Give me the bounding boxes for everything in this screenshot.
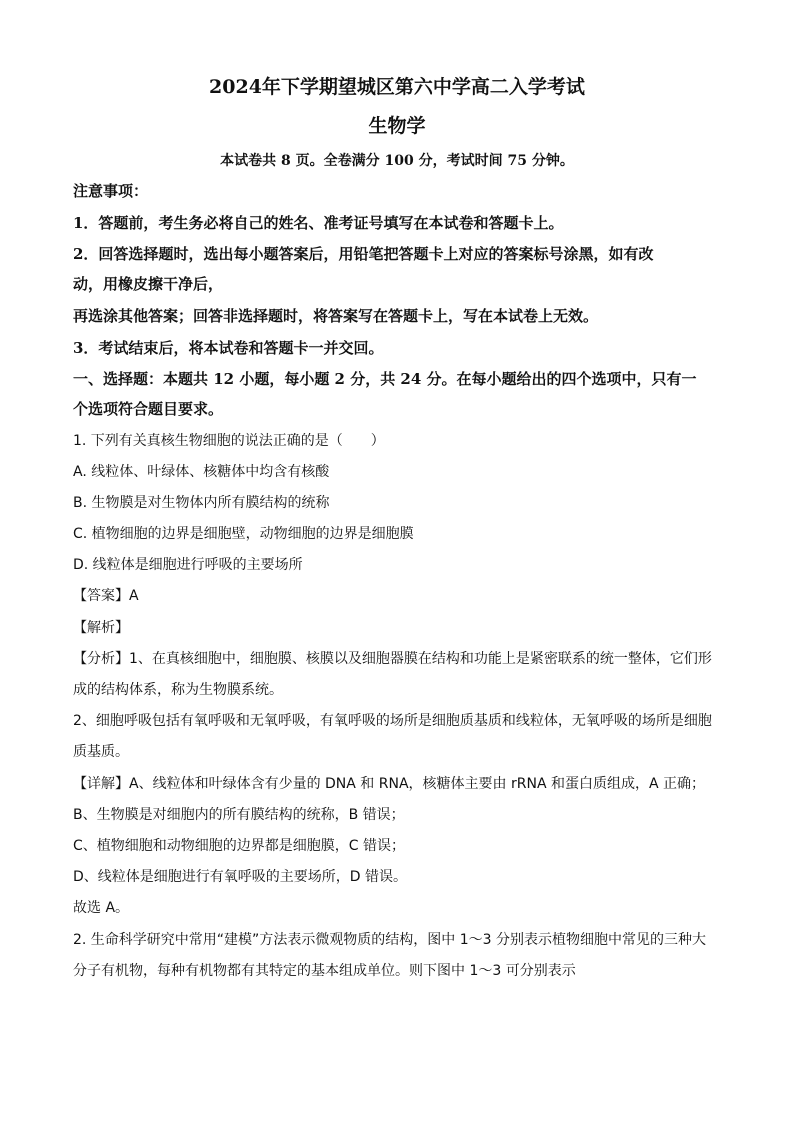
question-1-option-d: D. 线粒体是细胞进行呼吸的主要场所 [73,557,303,573]
question-2-stem-line-1: 2. 生命科学研究中常用“建模”方法表示微观物质的结构，图中 1～3 分别表示植物细胞中常见的三种大 [73,932,707,948]
question-1-detail-a: 【详解】A、线粒体和叶绿体含有少量的 DNA 和 RNA，核糖体主要由 rRNA 和蛋白质组成，A 正确； [73,776,705,792]
notice-item-2-line-1: 2．回答选择题时，选出每小题答案后，用铅笔把答题卡上对应的答案标号涂黑，如有改 [73,245,654,263]
question-1-detail-d: D、线粒体是细胞进行有氧呼吸的主要场所，D 错误。 [73,869,408,885]
question-1-option-b: B. 生物膜是对生物体内所有膜结构的统称 [73,495,330,511]
exam-title: 2024年下学期望城区第六中学高二入学考试 [209,76,585,98]
subject-title: 生物学 [368,115,426,137]
notice-item-3: 3．考试结束后，将本试卷和答题卡一并交回。 [73,339,384,357]
notice-item-2-line-2: 动，用橡皮擦干净后， [73,275,224,293]
question-2-stem-line-2: 分子有机物，每种有机物都有其特定的基本组成单位。则下图中 1～3 可分别表示 [73,963,576,979]
question-1-analysis-1-line-2: 成的结构体系，称为生物膜系统。 [73,682,283,698]
notice-item-1: 1．答题前，考生务必将自己的姓名、准考证号填写在本试卷和答题卡上。 [73,214,564,232]
question-1-option-c: C. 植物细胞的边界是细胞壁，动物细胞的边界是细胞膜 [73,526,414,542]
question-1-analysis-2-line-2: 质基质。 [73,744,129,760]
question-1-stem: 1. 下列有关真核生物细胞的说法正确的是（ ） [73,433,385,449]
notice-item-2-line-3: 再选涂其他答案；回答非选择题时，将答案写在答题卡上，写在本试卷上无效。 [73,307,599,325]
question-1-detail-c: C、植物细胞和动物细胞的边界都是细胞膜，C 错误； [73,838,405,854]
question-1-conclusion: 故选 A。 [73,900,130,916]
exam-info: 本试卷共 8 页。全卷满分 100 分，考试时间 75 分钟。 [220,153,574,169]
question-1-answer: 【答案】A [73,588,139,604]
question-1-detail-b: B、生物膜是对细胞内的所有膜结构的统称，B 错误； [73,807,405,823]
section-1-heading-line-1: 一、选择题：本题共 12 小题，每小题 2 分，共 24 分。在每小题给出的四个选项中，只有一 [73,370,697,388]
question-1-option-a: A. 线粒体、叶绿体、核糖体中均含有核酸 [73,464,330,480]
section-1-heading-line-2: 个选项符合题目要求。 [73,400,224,418]
question-1-analysis-1-line-1: 【分析】1、在真核细胞中，细胞膜、核膜以及细胞器膜在结构和功能上是紧密联系的统一整体，它们形 [73,651,712,667]
notice-heading: 注意事项： [73,182,149,200]
question-1-analysis-2-line-1: 2、细胞呼吸包括有氧呼吸和无氧呼吸，有氧呼吸的场所是细胞质基质和线粒体，无氧呼吸的场所是细胞 [73,713,712,729]
question-1-analysis-label: 【解析】 [73,620,129,636]
